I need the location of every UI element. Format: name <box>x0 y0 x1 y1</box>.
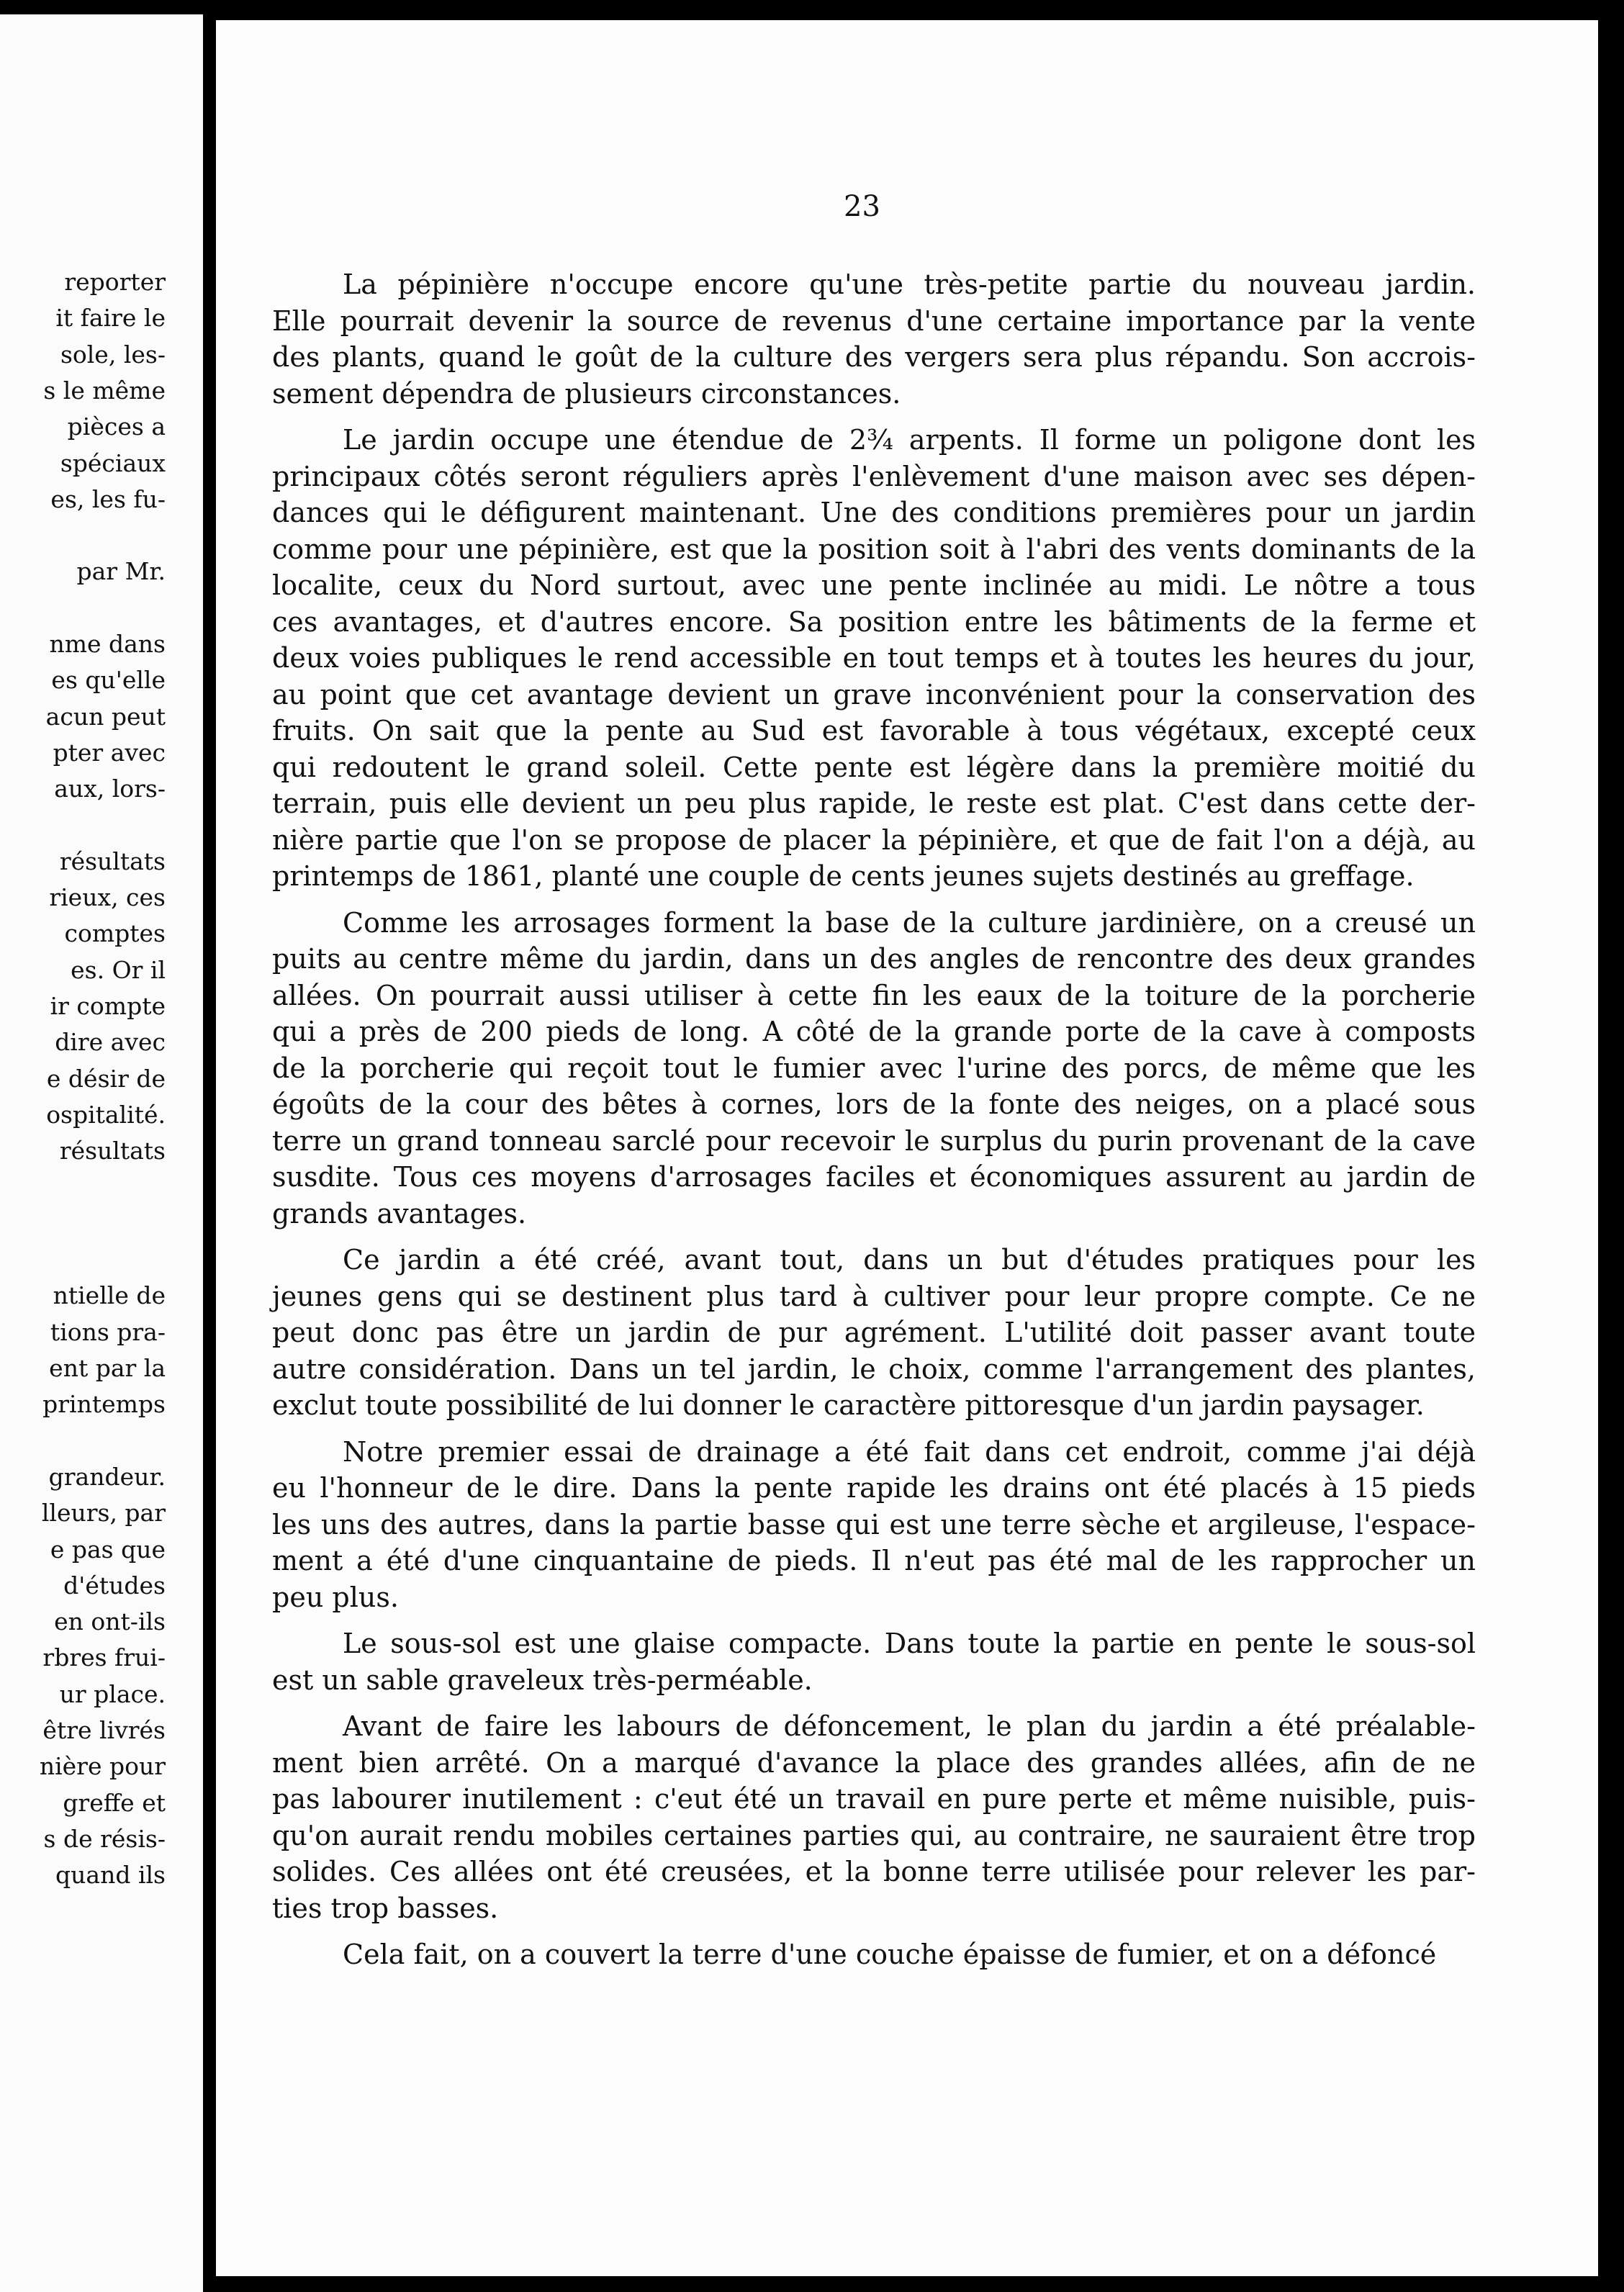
facing-page-line: résultats <box>59 847 166 875</box>
facing-page-line: en ont-ils <box>54 1607 166 1636</box>
paragraph <box>272 1625 1476 1698</box>
paragraph <box>272 266 1476 412</box>
facing-page-line: comptes <box>64 919 166 948</box>
facing-page-line: greffe et <box>63 1788 166 1817</box>
text-line: pas labourer inutilement : c'eut été un travail en pure perte et même nuisible, puis- <box>272 1783 1476 1815</box>
text-line: des plants, quand le goût de la culture des vergers sera plus répandu. Son accrois- <box>272 341 1476 373</box>
facing-page-line: ent par la <box>49 1354 166 1382</box>
text-line: ment bien arrêté. On a marqué d'avance la place des grandes allées, afin de ne <box>272 1746 1476 1779</box>
facing-page-line: printemps <box>42 1390 166 1419</box>
facing-page-line: es qu'elle <box>51 666 166 695</box>
text-line: susdite. Tous ces moyens d'arrosages faciles et économiques assurent au jardin de <box>272 1161 1476 1193</box>
text-line: Cela fait, on a couvert la terre d'une couche épaisse de fumier, et on a défoncé <box>343 1939 1437 1970</box>
text-line: La pépinière n'occupe encore qu'une très-petite partie du nouveau jardin. <box>343 269 1476 300</box>
facing-page-line: être livrés <box>42 1716 166 1744</box>
text-line: comme pour une pépinière, est que la position soit à l'abri des vents dominants de la <box>272 533 1476 565</box>
facing-page-line: e pas que <box>50 1535 166 1564</box>
text-line: deux voies publiques le rend accessible en tout temps et à toutes les heures du jour, <box>272 642 1476 674</box>
facing-page-line: dire avec <box>55 1028 166 1057</box>
text-line: allées. On pourrait aussi utiliser à cette fin les eaux de la toiture de la porcherie <box>272 979 1476 1011</box>
facing-page-line: quand ils <box>55 1861 166 1890</box>
text-line: exclut toute possibilité de lui donner le caractère pittoresque d'un jardin paysager. <box>272 1389 1425 1421</box>
facing-page-line: spéciaux <box>60 448 166 477</box>
facing-page-line: résultats <box>59 1137 166 1165</box>
text-line: principaux côtés seront réguliers après l'enlèvement d'une maison avec ses dépen- <box>272 460 1476 492</box>
facing-page-line: aux, lors- <box>54 775 166 803</box>
facing-page-line: grandeur. <box>48 1462 166 1491</box>
facing-page-line: es. Or il <box>71 955 166 984</box>
text-line: Le jardin occupe une étendue de 2¾ arpents. Il forme un poligone dont les <box>343 424 1476 456</box>
text-line: qui redoutent le grand soleil. Cette pente est légère dans la première moitié du <box>272 751 1476 783</box>
facing-page-line: pièces a <box>67 412 166 441</box>
text-line: qui a près de 200 pieds de long. A côté de la grande porte de la cave à composts <box>272 1016 1476 1047</box>
paragraph <box>272 1434 1476 1616</box>
text-line: terrain, puis elle devient un peu plus rapide, le reste est plat. C'est dans cette der- <box>272 788 1476 819</box>
text-line: égoûts de la cour des bêtes à cornes, lors de la fonte des neiges, on a placé sous <box>272 1088 1476 1120</box>
text-line: au point que cet avantage devient un grave inconvénient pour la conservation des <box>272 678 1476 710</box>
text-line: solides. Ces allées ont été creusées, et la bonne terre utilisée pour relever les par- <box>272 1856 1476 1887</box>
paragraph <box>272 422 1476 895</box>
facing-page-line: d'études <box>63 1571 166 1600</box>
text-line: ment a été d'une cinquantaine de pieds. Il n'eut pas été mal de les rapprocher un <box>272 1545 1476 1576</box>
facing-page-line: rieux, ces <box>49 883 166 912</box>
text-line: qu'on aurait rendu mobiles certaines parties qui, au contraire, ne sauraient être trop <box>272 1819 1476 1851</box>
text-line: Elle pourrait devenir la source de revenus d'une certaine importance par la vente <box>272 304 1476 337</box>
text-line: peut donc pas être un jardin de pur agrément. L'utilité doit passer avant toute <box>272 1317 1476 1348</box>
text-line: peu plus. <box>272 1581 399 1613</box>
text-line: nière partie que l'on se propose de placer la pépinière, et que de fait l'on a déjà, au <box>272 824 1476 856</box>
paragraph <box>272 1936 1476 1973</box>
text-line: est un sable graveleux très-perméable. <box>272 1664 813 1696</box>
paragraph <box>272 1242 1476 1424</box>
text-line: grands avantages. <box>272 1197 527 1230</box>
facing-page-fragment <box>0 14 203 2292</box>
text-line: Comme les arrosages forment la base de la culture jardinière, on a creusé un <box>343 906 1476 939</box>
text-line: terre un grand tonneau sarclé pour recevoir le surplus du purin provenant de la cave <box>272 1124 1476 1157</box>
facing-page-line: it faire le <box>55 304 166 333</box>
facing-page-line: reporter <box>64 268 166 296</box>
facing-page-line: s le même <box>43 376 166 405</box>
text-line: sement dépendra de plusieurs circonstances. <box>272 377 901 410</box>
facing-page-line: es, les fu- <box>50 484 166 513</box>
facing-page-line: acun peut <box>45 702 166 731</box>
text-line: Ce jardin a été créé, avant tout, dans un but d'études pratiques pour les <box>343 1244 1476 1276</box>
facing-page-line: nme dans <box>49 630 166 658</box>
text-line: les uns des autres, dans la partie basse qui est une terre sèche et argileuse, l'espace- <box>272 1508 1476 1540</box>
text-line: ties trop basses. <box>272 1892 499 1924</box>
facing-page-line: pter avec <box>53 738 166 767</box>
text-line: eu l'honneur de le dire. Dans la pente rapide les drains ont été placés à 15 pieds <box>272 1472 1476 1504</box>
page-number: 23 <box>844 190 880 223</box>
document-page <box>216 20 1598 2276</box>
facing-page-line: lleurs, par <box>41 1499 166 1528</box>
text-line: jeunes gens qui se destinent plus tard à cultiver pour leur propre compte. Ce ne <box>272 1280 1476 1312</box>
text-line: printemps de 1861, planté une couple de cents jeunes sujets destinés au greffage. <box>272 860 1415 892</box>
body-text <box>272 266 1476 1973</box>
facing-page-line: rbres frui- <box>42 1643 166 1672</box>
paragraph <box>272 1708 1476 1926</box>
facing-page-line: sole, les- <box>60 340 166 369</box>
facing-page-line: ntielle de <box>53 1281 166 1310</box>
facing-page-line: s de résis- <box>43 1824 166 1853</box>
facing-page-line: par Mr. <box>76 557 166 586</box>
facing-page-line: e désir de <box>46 1064 166 1093</box>
facing-page-line: tions pra- <box>50 1317 166 1346</box>
facing-page-line: ur place. <box>59 1679 166 1708</box>
text-line: localite, ceux du Nord surtout, avec une pente inclinée au midi. Le nôtre a tous <box>272 569 1476 601</box>
text-line: ces avantages, et d'autres encore. Sa position entre les bâtiments de la ferme et <box>272 605 1476 638</box>
facing-page-line: ospitalité. <box>46 1100 166 1129</box>
text-line: Notre premier essai de drainage a été fait dans cet endroit, comme j'ai déjà <box>343 1435 1476 1468</box>
facing-page-line: ir compte <box>50 992 166 1020</box>
text-line: de la porcherie qui reçoit tout le fumier avec l'urine des porcs, de même que les <box>272 1052 1476 1084</box>
text-line: fruits. On sait que la pente au Sud est favorable à tous végétaux, excepté ceux <box>272 715 1476 746</box>
text-line: Avant de faire les labours de défoncement, le plan du jardin a été préalable- <box>343 1710 1476 1742</box>
text-line: autre considération. Dans un tel jardin, le choix, comme l'arrangement des plantes, <box>272 1353 1476 1385</box>
paragraph <box>272 905 1476 1232</box>
text-line: puits au centre même du jardin, dans un des angles de rencontre des deux grandes <box>272 943 1476 975</box>
facing-page-line: nière pour <box>39 1752 166 1781</box>
text-line: Le sous-sol est une glaise compacte. Dans toute la partie en pente le sous-sol <box>343 1628 1476 1659</box>
text-line: dances qui le défigurent maintenant. Une des conditions premières pour un jardin <box>272 497 1476 528</box>
